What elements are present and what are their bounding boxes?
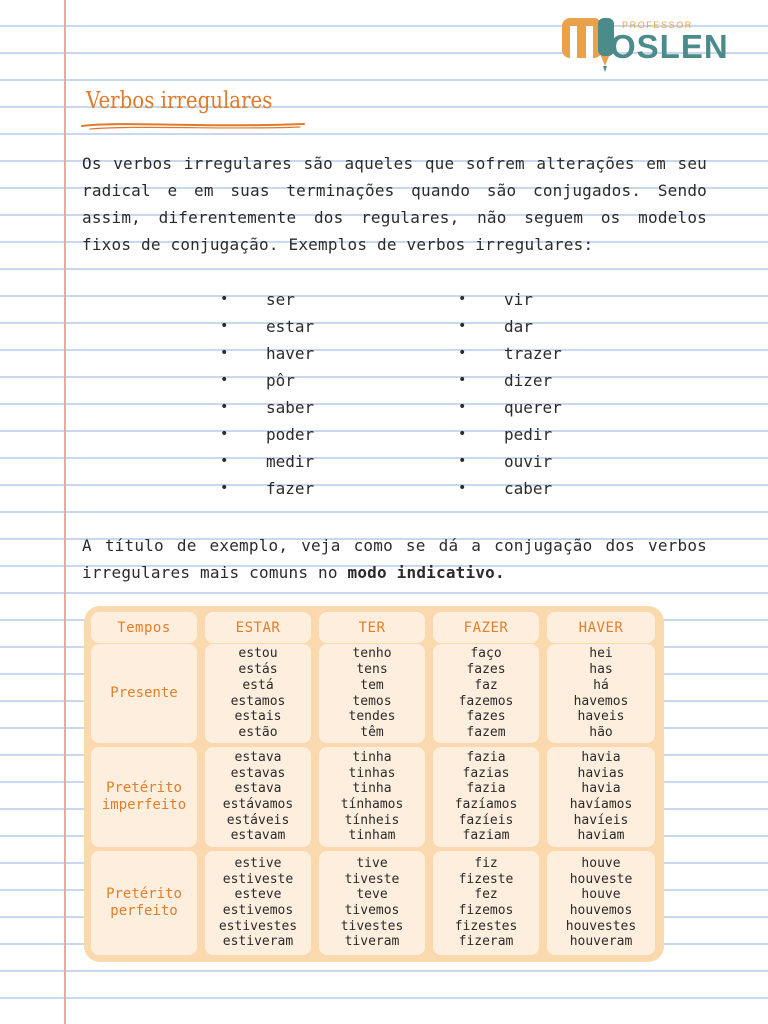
conjugation: havias xyxy=(577,765,625,781)
conjugation: fez xyxy=(474,887,498,903)
conjugation: faziam xyxy=(462,828,510,844)
intro-paragraph: Os verbos irregulares são aqueles que sofrem alterações em seu radical e em suas terminações quando são conjugados. Sendo assim, diferentemente dos regulares, não seguem os modelos fixos de conjugação. Exemplos de verbos irregulares: xyxy=(82,154,707,254)
conjugation: fazia xyxy=(466,749,506,765)
conjugation: tinhas xyxy=(348,765,396,781)
logo xyxy=(560,14,755,76)
conjugation: fazia xyxy=(466,781,506,797)
cell-ter-perfeito xyxy=(319,851,425,955)
conjugation: faz xyxy=(474,677,498,693)
verb-list-left xyxy=(220,286,314,502)
verb-list-right xyxy=(458,286,562,502)
conjugation: havíeis xyxy=(573,812,629,828)
conjugation: hão xyxy=(589,724,613,740)
conjugation: fizeram xyxy=(458,934,514,950)
conjugation: tiveste xyxy=(344,871,400,887)
conjugation: houveste xyxy=(569,871,633,887)
logo-name-text: OSLEN xyxy=(610,28,729,65)
conjugation: estiveste xyxy=(222,871,294,887)
conjugation: tem xyxy=(360,677,384,693)
header-haver: HAVER xyxy=(547,612,655,643)
example-text: A título de exemplo, veja como se dá a conjugação dos verbos irregulares mais comuns no xyxy=(82,536,707,582)
list-item: • pôr xyxy=(220,367,314,394)
cell-estar-imperfeito xyxy=(205,747,311,847)
header-estar: ESTAR xyxy=(205,612,311,643)
conjugation: estive xyxy=(234,855,282,871)
conjugation: tínhamos xyxy=(340,797,404,812)
list-item: • saber xyxy=(220,394,314,421)
conjugation: tinha xyxy=(352,749,392,765)
conjugation: tens xyxy=(356,662,388,678)
list-item: • vir xyxy=(458,286,562,313)
conjugation: estava xyxy=(234,781,282,797)
row-head-preterito-imperfeito: Pretérito imperfeito xyxy=(91,747,197,847)
header-tempos: Tempos xyxy=(91,612,197,643)
conjugation: está xyxy=(242,677,274,693)
conjugation: tinham xyxy=(348,828,396,844)
conjugation: estiveram xyxy=(222,934,294,950)
list-item: • medir xyxy=(220,448,314,475)
conjugation: havia xyxy=(581,781,621,797)
conjugation: fizemos xyxy=(458,903,514,918)
conjugation: hei xyxy=(589,646,613,662)
conjugation: teve xyxy=(356,887,388,903)
conjugation: esteve xyxy=(234,887,282,903)
list-item: • dizer xyxy=(458,367,562,394)
cell-estar-perfeito xyxy=(205,851,311,955)
row-head-presente: Presente xyxy=(91,644,197,743)
conjugation: fazemos xyxy=(458,693,514,709)
conjugation: havia xyxy=(581,749,621,765)
conjugation: fizestes xyxy=(454,918,518,934)
conjugation: tínheis xyxy=(344,812,400,828)
header-fazer: FAZER xyxy=(433,612,539,643)
conjugation: fazes xyxy=(466,709,506,725)
conjugation: fiz xyxy=(474,855,498,871)
conjugation: tivemos xyxy=(344,903,400,918)
conjugation: havíamos xyxy=(569,797,633,812)
conjugation: fazíeis xyxy=(458,812,514,828)
conjugation: estáveis xyxy=(226,812,290,828)
conjugation: estás xyxy=(238,662,278,678)
cell-haver-perfeito xyxy=(547,851,655,955)
cell-fazer-presente xyxy=(433,644,539,743)
logo-professor-text: PROFESSOR xyxy=(622,20,693,30)
example-bold-text: modo indicativo. xyxy=(347,563,505,582)
conjugation: fizeste xyxy=(458,871,514,887)
list-item: • dar xyxy=(458,313,562,340)
conjugation: tive xyxy=(356,855,388,871)
conjugation: houvestes xyxy=(565,918,637,934)
conjugation: faço xyxy=(470,646,502,662)
conjugation: estavam xyxy=(230,828,286,844)
conjugation: estão xyxy=(238,724,278,740)
cell-haver-imperfeito xyxy=(547,747,655,847)
conjugation: têm xyxy=(360,724,384,740)
conjugation: houveram xyxy=(569,934,633,950)
header-ter: TER xyxy=(319,612,425,643)
conjugation: houvemos xyxy=(569,903,633,918)
example-paragraph xyxy=(82,532,707,586)
page-title: Verbos irregulares xyxy=(86,88,273,114)
conjugation: tenho xyxy=(352,646,392,662)
conjugation: tendes xyxy=(348,709,396,725)
title-underline xyxy=(80,118,306,132)
conjugation: haviam xyxy=(577,828,625,844)
list-item: • poder xyxy=(220,421,314,448)
conjugation: houve xyxy=(581,855,621,871)
list-item: • trazer xyxy=(458,340,562,367)
conjugation-table xyxy=(84,606,664,962)
cell-ter-presente xyxy=(319,644,425,743)
list-item: • pedir xyxy=(458,421,562,448)
cell-fazer-perfeito xyxy=(433,851,539,955)
conjugation: fazem xyxy=(466,724,506,740)
conjugation: tivestes xyxy=(340,918,404,934)
list-item: • querer xyxy=(458,394,562,421)
list-item: • estar xyxy=(220,313,314,340)
list-item: • ouvir xyxy=(458,448,562,475)
list-item: • caber xyxy=(458,475,562,502)
conjugation: estamos xyxy=(230,693,286,709)
conjugation: tinha xyxy=(352,781,392,797)
conjugation: estais xyxy=(234,709,282,725)
conjugation: estou xyxy=(238,646,278,662)
conjugation: houve xyxy=(581,887,621,903)
margin-line xyxy=(64,0,66,1024)
conjugation: estivestes xyxy=(218,918,298,934)
cell-fazer-imperfeito xyxy=(433,747,539,847)
conjugation: há xyxy=(593,677,609,693)
conjugation: fazes xyxy=(466,662,506,678)
cell-ter-imperfeito xyxy=(319,747,425,847)
conjugation: haveis xyxy=(577,709,625,725)
cell-haver-presente xyxy=(547,644,655,743)
list-item: • ser xyxy=(220,286,314,313)
cell-estar-presente xyxy=(205,644,311,743)
conjugation: has xyxy=(589,662,613,678)
conjugation: estávamos xyxy=(222,797,294,812)
row-head-preterito-perfeito: Pretérito perfeito xyxy=(91,851,197,955)
conjugation: estava xyxy=(234,749,282,765)
conjugation: havemos xyxy=(573,693,629,709)
conjugation: temos xyxy=(352,693,392,709)
conjugation: fazíamos xyxy=(454,797,518,812)
list-item: • fazer xyxy=(220,475,314,502)
conjugation: estivemos xyxy=(222,903,294,918)
conjugation: fazias xyxy=(462,765,510,781)
list-item: • haver xyxy=(220,340,314,367)
conjugation: estavas xyxy=(230,765,286,781)
conjugation: tiveram xyxy=(344,934,400,950)
